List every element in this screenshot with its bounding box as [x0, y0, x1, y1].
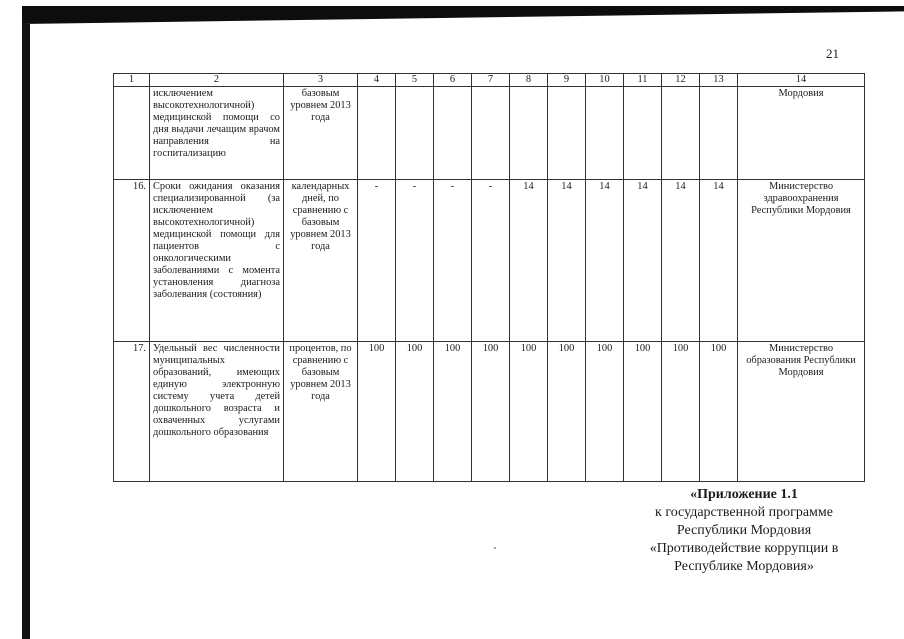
value-cell: 100: [548, 342, 586, 482]
value-cell: [700, 87, 738, 180]
column-header-1: 1: [114, 74, 150, 87]
appendix-note: [630, 486, 858, 576]
row-number-cell: 16.: [114, 180, 150, 342]
value-cell: 100: [510, 342, 548, 482]
value-cell: 100: [662, 342, 700, 482]
responsible-cell: Министерство образования Республики Мордовия: [738, 342, 865, 482]
column-header-8: 8: [510, 74, 548, 87]
indicator-name-cell: Сроки ожидания оказания специализированной (за исключением высокотехнологичной) медицинской помощи для пациентов с онкологическими заболеваниями с момента установления диагноза заболевания (состояния): [150, 180, 284, 342]
value-cell: 100: [396, 342, 434, 482]
column-header-12: 12: [662, 74, 700, 87]
table-row: [114, 87, 865, 180]
appendix-line: Республике Мордовия»: [674, 559, 814, 574]
value-cell: [434, 87, 472, 180]
column-header-3: 3: [284, 74, 358, 87]
value-cell: [472, 87, 510, 180]
indicator-name-cell: Удельный вес численности муниципальных образований, имеющих единую электронную систему учета детей дошкольного возраста и охваченных услугами дошкольного образования: [150, 342, 284, 482]
scan-edge-top: [22, 6, 904, 24]
column-header-6: 6: [434, 74, 472, 87]
scan-edge-left: [22, 24, 30, 639]
row-number-cell: 17.: [114, 342, 150, 482]
value-cell: [510, 87, 548, 180]
value-cell: -: [358, 180, 396, 342]
value-cell: -: [434, 180, 472, 342]
unit-cell: базовым уровнем 2013 года: [284, 87, 358, 180]
value-cell: 14: [548, 180, 586, 342]
unit-cell: календарных дней, по сравнению с базовым уровнем 2013 года: [284, 180, 358, 342]
value-cell: 100: [434, 342, 472, 482]
value-cell: 14: [662, 180, 700, 342]
value-cell: [396, 87, 434, 180]
value-cell: [548, 87, 586, 180]
column-header-7: 7: [472, 74, 510, 87]
indicator-name-cell: исключением высокотехнологичной) медицинской помощи со дня выдачи лечащим врачом направления на госпитализацию: [150, 87, 284, 180]
table-row: [114, 342, 865, 482]
column-header-13: 13: [700, 74, 738, 87]
value-cell: [662, 87, 700, 180]
column-header-2: 2: [150, 74, 284, 87]
value-cell: 100: [358, 342, 396, 482]
column-header-9: 9: [548, 74, 586, 87]
column-header-10: 10: [586, 74, 624, 87]
page-number: 21: [826, 46, 839, 61]
value-cell: -: [396, 180, 434, 342]
column-header-4: 4: [358, 74, 396, 87]
appendix-line: «Противодействие коррупции в: [649, 541, 839, 556]
table-row: [114, 180, 865, 342]
value-cell: 100: [472, 342, 510, 482]
appendix-line: Республики Мордовия: [676, 523, 812, 538]
value-cell: 100: [624, 342, 662, 482]
unit-cell: процентов, по сравнению с базовым уровнем 2013 года: [284, 342, 358, 482]
column-header-11: 11: [624, 74, 662, 87]
appendix-title: «Приложение 1.1: [690, 487, 798, 502]
table-header-row: [114, 74, 865, 87]
indicators-table: [113, 73, 865, 482]
value-cell: [624, 87, 662, 180]
value-cell: 14: [510, 180, 548, 342]
value-cell: [586, 87, 624, 180]
value-cell: 14: [700, 180, 738, 342]
responsible-cell: Мордовия: [738, 87, 865, 180]
value-cell: 14: [624, 180, 662, 342]
column-header-14: 14: [738, 74, 865, 87]
scan-speck: [494, 547, 496, 549]
responsible-cell: Министерство здравоохранения Республики Мордовия: [738, 180, 865, 342]
value-cell: [358, 87, 396, 180]
appendix-line: к государственной программе: [655, 505, 833, 520]
value-cell: 100: [586, 342, 624, 482]
value-cell: 14: [586, 180, 624, 342]
value-cell: 100: [700, 342, 738, 482]
row-number-cell: [114, 87, 150, 180]
column-header-5: 5: [396, 74, 434, 87]
value-cell: -: [472, 180, 510, 342]
